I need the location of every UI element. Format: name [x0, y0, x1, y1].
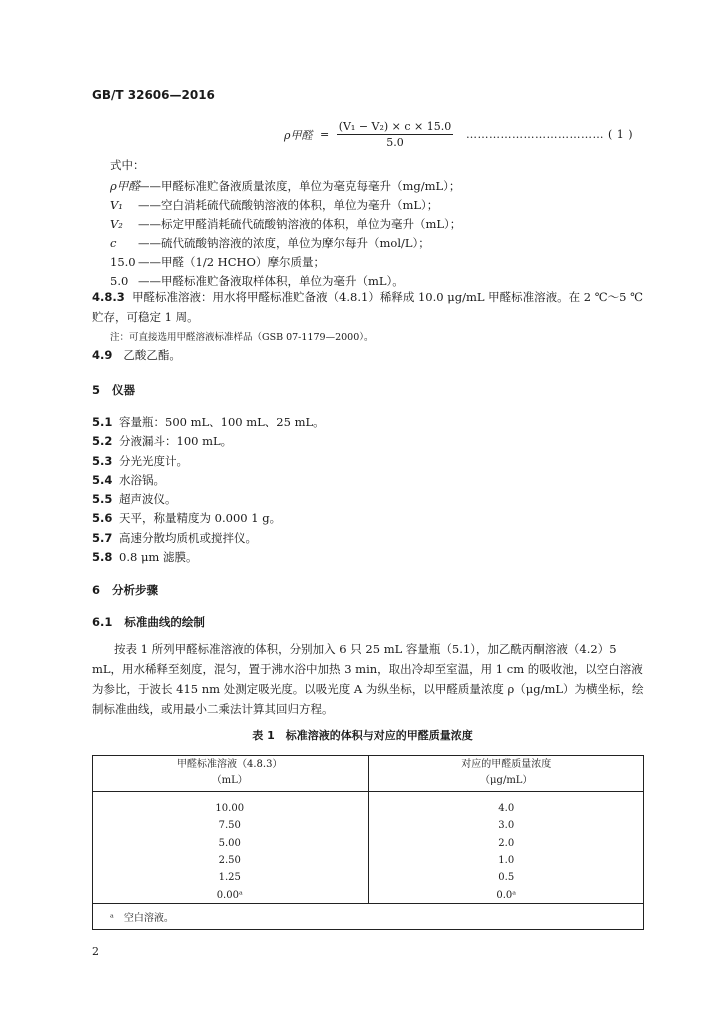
table-row: 2.50 1.0 — [92, 852, 644, 869]
table-caption: 表 1 标准溶液的体积与对应的甲醛质量浓度 — [252, 729, 473, 742]
clause-number: 4.8.3 — [92, 290, 125, 304]
formula-leader: ……………………………… — [466, 128, 604, 141]
list-item: 5.7 高速分散均质机或搅拌仪。 — [92, 530, 257, 545]
clause-4-9: 4.9 乙酸乙酯。 — [92, 348, 181, 362]
table-row: 10.00 4.0 — [92, 800, 644, 817]
table-1 — [92, 755, 644, 904]
list-item: 5.6 天平，称量精度为 0.000 1 g。 — [92, 511, 282, 526]
note: 注：可直接选用甲醛溶液标准样品（GSB 07-1179—2000）。 — [110, 332, 374, 343]
table-row: 7.50 3.0 — [92, 817, 644, 834]
list-item: 5.4 水浴锅。 — [92, 472, 165, 487]
where-item: V₁ ——空白消耗硫代硫酸钠溶液的体积，单位为毫升（mL）； — [110, 198, 439, 212]
section-5-list — [92, 414, 325, 568]
standard-id: GB/T 32606—2016 — [92, 88, 215, 102]
where-list — [110, 177, 461, 291]
formula-denominator: 5.0 — [386, 136, 404, 149]
section-6-1-title: 6.1 标准曲线的绘制 — [92, 615, 205, 629]
table-row: 0.00ᵃ 0.0ᵃ — [92, 886, 644, 903]
section-6-1-paragraph: 按表 1 所列甲醛标准溶液的体积，分别加入 6 只 25 mL 容量瓶（5.1），加乙酰丙酮溶液（4.2）5 mL，用水稀释至刻度，混匀，置于沸水浴中加热 3 min，取出冷却至室温，用 1 cm 的吸收池，以空白溶液为参比，于波长 415 nm 处测定吸光度。以吸光度 A 为纵坐标，以甲醛质量浓度 ρ（μg/mL）为横坐标，绘制标准曲线，或用最小二乘法计算其回归方程。 — [92, 642, 644, 716]
table-row: 1.25 0.5 — [92, 869, 644, 886]
formula-lhs: ρ甲醛 — [284, 128, 313, 142]
table-footnote: ᵃ 空白溶液。 — [110, 913, 174, 924]
table-row: 5.00 2.0 — [92, 835, 644, 852]
formula-number-row — [466, 128, 633, 141]
page-number: 2 — [92, 945, 99, 958]
formula-number: ( 1 ) — [608, 128, 634, 141]
list-item: 5.1 容量瓶：500 mL、100 mL、25 mL。 — [92, 415, 325, 429]
formula-equals: = — [319, 128, 330, 141]
table-header-cell: 甲醛标准溶液（4.8.3） （mL） — [92, 755, 368, 792]
section-6-title: 6 分析步骤 — [92, 583, 159, 597]
list-item: 5.8 0.8 μm 滤膜。 — [92, 550, 198, 565]
list-item: 5.2 分液漏斗：100 mL。 — [92, 434, 233, 449]
table-footnote-divider — [92, 903, 644, 904]
clause-4-8-3 — [92, 287, 648, 327]
where-item: c ——硫代硫酸钠溶液的浓度，单位为摩尔每升（mol/L）； — [110, 236, 430, 250]
where-item: V₂ ——标定甲醛消耗硫代硫酸钠溶液的体积，单位为毫升（mL）； — [110, 217, 462, 231]
clause-text: 甲醛标准溶液：用水将甲醛标准贮备液（4.8.1）稀释成 10.0 μg/mL 甲醛标准溶液。在 2 ℃～5 ℃贮存，可稳定 1 周。 — [92, 290, 643, 324]
where-item: 15.0 ——甲醛（1/2 HCHO）摩尔质量； — [110, 255, 325, 269]
where-intro: 式中： — [110, 158, 145, 172]
list-item: 5.5 超声波仪。 — [92, 492, 177, 507]
section-5-title: 5 仪器 — [92, 383, 136, 397]
table-header-cell: 对应的甲醛质量浓度 （μg/mL） — [368, 755, 644, 792]
formula-fraction — [337, 120, 454, 149]
where-item: 5.0 ——甲醛标准贮备液取样体积，单位为毫升（mL）。 — [110, 274, 404, 288]
where-item: ρ甲醛——甲醛标准贮备液质量浓度，单位为毫克每毫升（mg/mL）； — [110, 179, 461, 193]
formula-numerator: (V₁ − V₂) × c × 15.0 — [338, 120, 452, 133]
list-item: 5.3 分光光度计。 — [92, 453, 188, 468]
formula-1 — [284, 120, 453, 149]
